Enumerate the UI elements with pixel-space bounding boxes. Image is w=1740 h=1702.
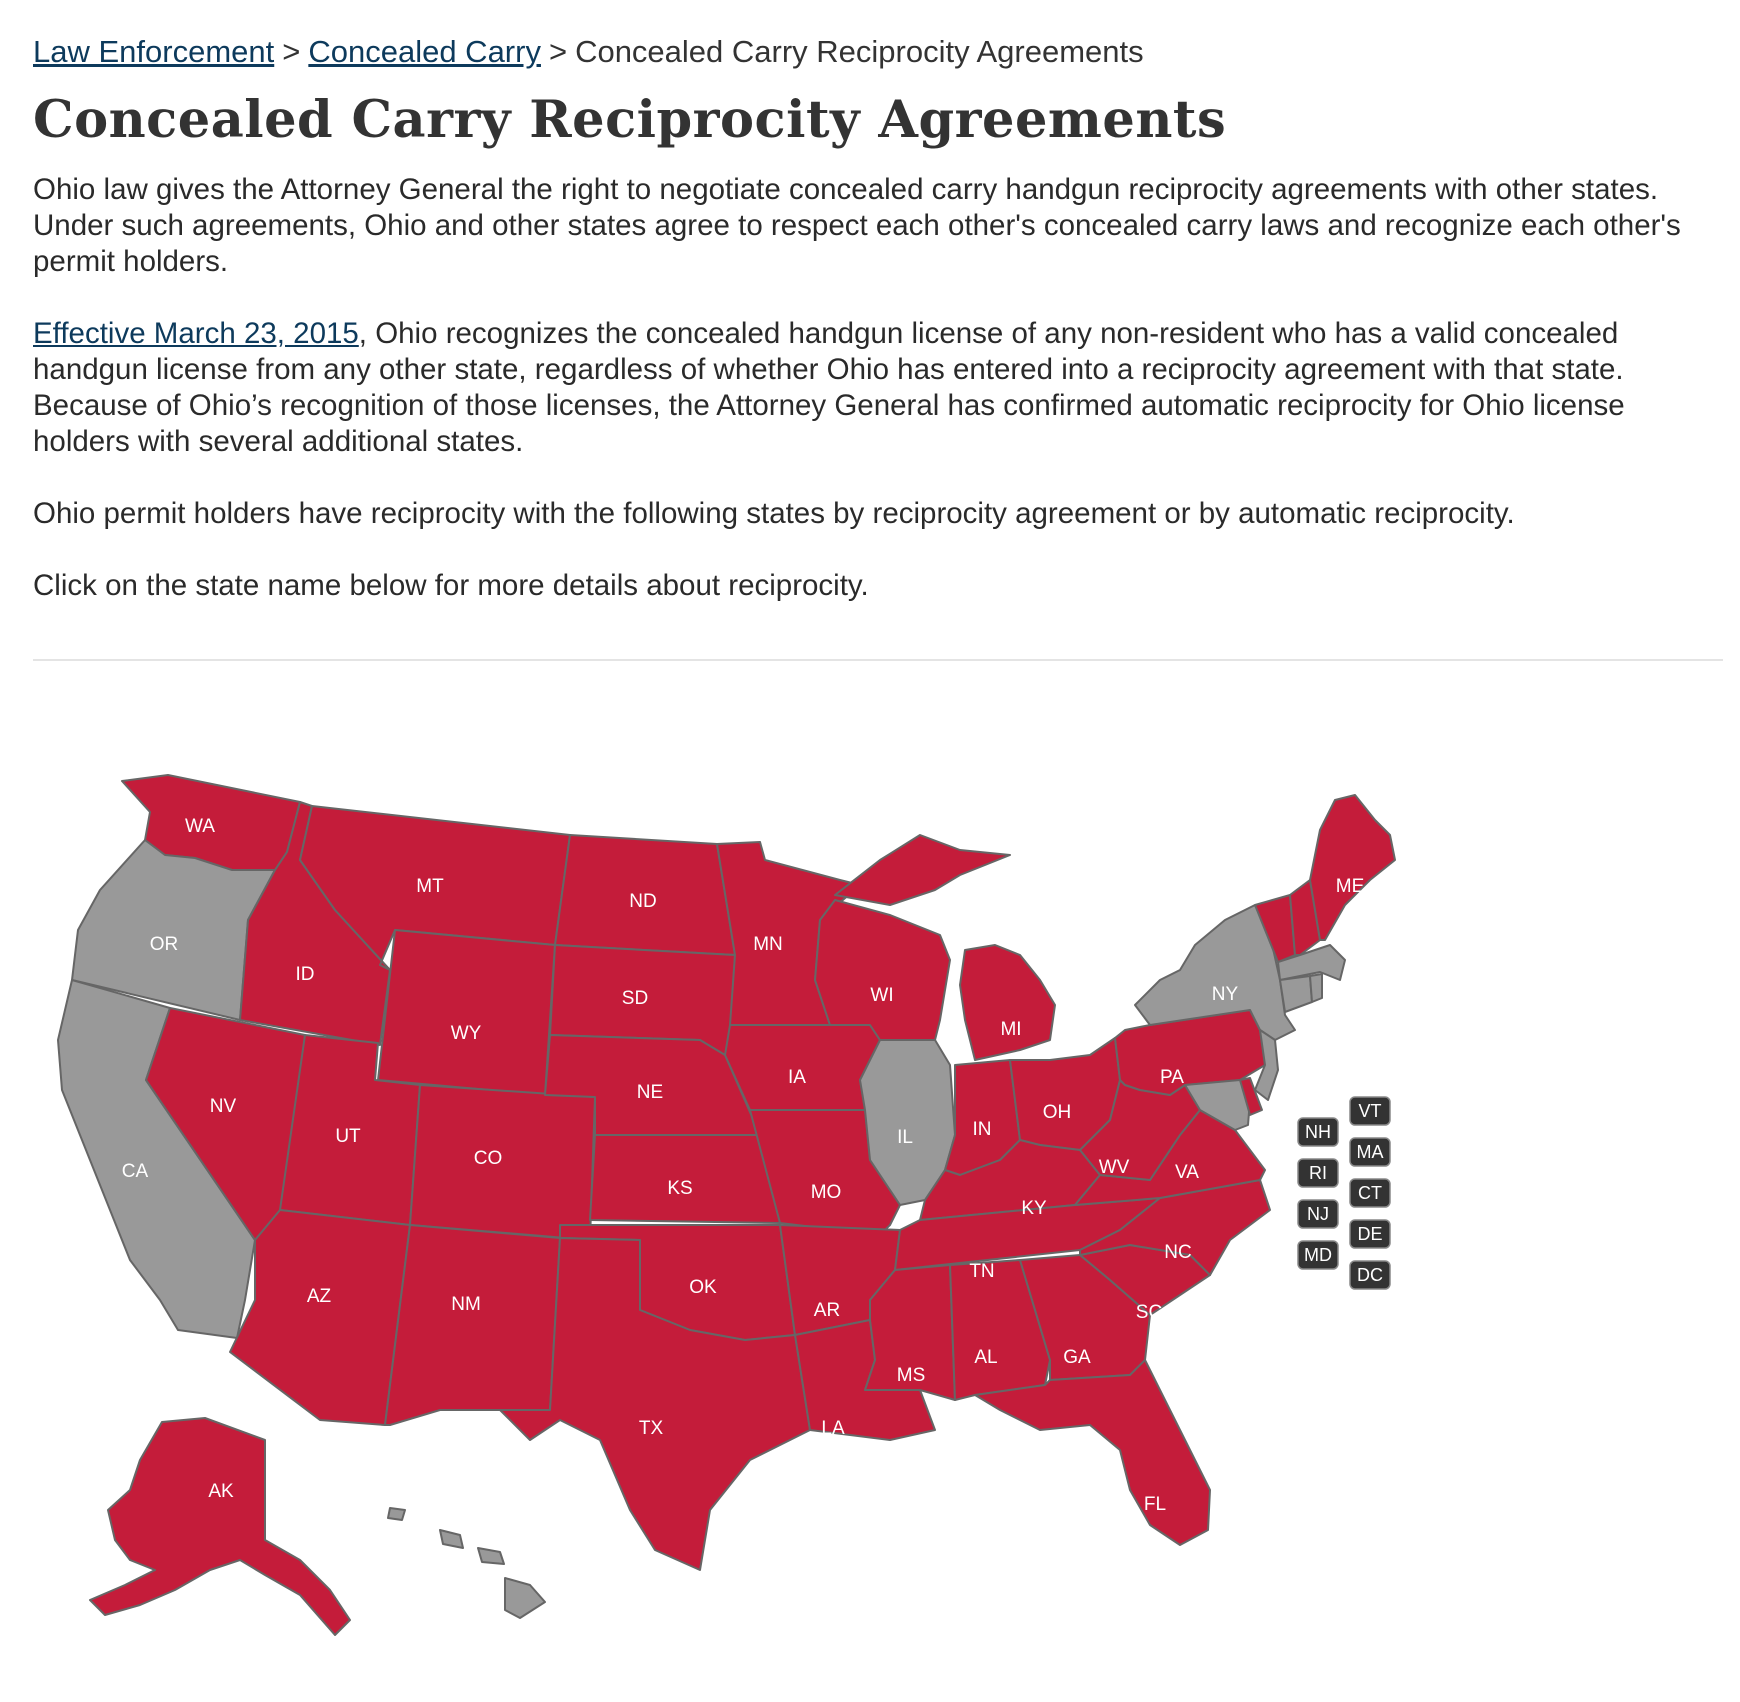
state-label-ak: AK bbox=[208, 1481, 234, 1503]
state-nm[interactable] bbox=[385, 1225, 560, 1425]
breadcrumb-separator: > bbox=[548, 34, 568, 69]
state-badge-nh[interactable] bbox=[1298, 1118, 1338, 1146]
state-label-mo: MO bbox=[810, 1182, 842, 1204]
state-badge-md[interactable] bbox=[1298, 1241, 1338, 1269]
state-ct[interactable] bbox=[1280, 976, 1312, 1012]
state-label-pa: PA bbox=[1160, 1067, 1184, 1089]
state-label-ks: KS bbox=[667, 1178, 693, 1200]
section-divider bbox=[33, 659, 1723, 661]
state-label-wi: WI bbox=[870, 985, 894, 1007]
breadcrumb bbox=[33, 28, 1723, 76]
breadcrumb-separator: > bbox=[282, 34, 301, 69]
breadcrumb-concealed-carry-link[interactable]: Concealed Carry bbox=[308, 34, 541, 69]
state-badge-ma[interactable] bbox=[1350, 1138, 1390, 1166]
state-label-sc: SC bbox=[1135, 1302, 1163, 1324]
state-label-il: IL bbox=[897, 1127, 913, 1149]
state-label-al: AL bbox=[974, 1347, 998, 1369]
state-badge-nj[interactable] bbox=[1298, 1200, 1338, 1228]
state-badge-label-de: DE bbox=[1357, 1223, 1383, 1244]
state-label-nc: NC bbox=[1164, 1242, 1192, 1264]
state-label-mt: MT bbox=[416, 876, 444, 898]
state-label-tn: TN bbox=[969, 1261, 995, 1283]
state-label-id: ID bbox=[295, 964, 315, 986]
state-badge-label-ma: MA bbox=[1356, 1141, 1384, 1162]
state-hi[interactable] bbox=[388, 1508, 545, 1618]
state-label-ia: IA bbox=[788, 1067, 806, 1089]
state-nd[interactable] bbox=[555, 835, 735, 955]
state-label-la: LA bbox=[821, 1418, 845, 1440]
state-badge-label-dc: DC bbox=[1357, 1264, 1383, 1285]
state-label-nd: ND bbox=[629, 891, 657, 913]
state-badge-de[interactable] bbox=[1350, 1220, 1390, 1248]
state-me[interactable] bbox=[1310, 795, 1395, 940]
state-label-ar: AR bbox=[813, 1300, 841, 1322]
state-badge-label-ct: CT bbox=[1358, 1182, 1382, 1203]
state-label-me: ME bbox=[1335, 876, 1365, 898]
state-label-az: AZ bbox=[306, 1286, 332, 1308]
state-label-ne: NE bbox=[636, 1082, 664, 1104]
state-az[interactable] bbox=[230, 1210, 410, 1425]
state-label-tx: TX bbox=[638, 1418, 664, 1440]
state-label-or: OR bbox=[149, 934, 179, 956]
breadcrumb-current: Concealed Carry Reciprocity Agreements bbox=[575, 34, 1144, 69]
state-badge-vt[interactable] bbox=[1350, 1097, 1390, 1125]
reciprocity-map bbox=[0, 740, 1740, 1702]
breadcrumb-law-enforcement-link[interactable]: Law Enforcement bbox=[33, 34, 275, 69]
state-ri[interactable] bbox=[1310, 974, 1322, 1002]
state-label-co: CO bbox=[473, 1148, 503, 1170]
state-badge-label-nh: NH bbox=[1305, 1121, 1331, 1142]
state-label-mn: MN bbox=[753, 934, 783, 956]
intro-paragraph-2-text: , Ohio recognizes the concealed handgun license of any non-resident who has a valid concealed handgun license from any other state, regardless of whether Ohio has entered into a reciprocity agreement with that state. Because of Ohio’s recognition of those licenses, the Attorney General has confirmed automatic reciprocity for Ohio license holders with several additional states. bbox=[33, 317, 1625, 458]
state-badge-label-ri: RI bbox=[1309, 1162, 1327, 1183]
state-badge-dc[interactable] bbox=[1350, 1261, 1390, 1289]
state-label-va: VA bbox=[1175, 1162, 1199, 1184]
state-badge-label-vt: VT bbox=[1358, 1100, 1382, 1121]
state-label-ms: MS bbox=[896, 1365, 926, 1387]
intro-paragraph-3: Ohio permit holders have reciprocity with the following states by reciprocity agreement or by automatic reciprocity. bbox=[33, 497, 1515, 530]
state-wi[interactable] bbox=[815, 900, 950, 1040]
state-label-ca: CA bbox=[121, 1161, 149, 1183]
state-ia[interactable] bbox=[725, 1025, 880, 1110]
state-label-wv: WV bbox=[1098, 1157, 1130, 1179]
effective-date-link[interactable]: Effective March 23, 2015 bbox=[33, 317, 359, 350]
state-label-wa: WA bbox=[185, 816, 215, 838]
state-wy[interactable] bbox=[378, 930, 555, 1095]
state-label-wy: WY bbox=[450, 1023, 482, 1045]
page-title: Concealed Carry Reciprocity Agreements bbox=[33, 90, 1227, 150]
intro-paragraph-4: Click on the state name below for more details about reciprocity. bbox=[33, 569, 869, 602]
state-label-oh: OH bbox=[1042, 1102, 1072, 1124]
intro-paragraph-1: Ohio law gives the Attorney General the right to negotiate concealed carry handgun reciprocity agreements with other states. Under such agreements, Ohio and other states agree to respect each other's concealed carry laws and recognize each other's permit holders. bbox=[33, 173, 1681, 278]
state-co[interactable] bbox=[410, 1085, 595, 1240]
state-badge-label-md: MD bbox=[1304, 1244, 1332, 1265]
state-label-ny: NY bbox=[1211, 984, 1239, 1006]
state-badge-ct[interactable] bbox=[1350, 1179, 1390, 1207]
state-label-mi: MI bbox=[1000, 1019, 1022, 1041]
state-label-ut: UT bbox=[335, 1126, 361, 1148]
state-label-nm: NM bbox=[451, 1294, 481, 1316]
state-label-ky: KY bbox=[1021, 1198, 1047, 1220]
state-ak[interactable] bbox=[90, 1418, 350, 1635]
state-label-sd: SD bbox=[621, 988, 649, 1010]
state-label-in: IN bbox=[972, 1119, 992, 1141]
state-badge-label-nj: NJ bbox=[1307, 1203, 1329, 1224]
state-label-ok: OK bbox=[689, 1277, 717, 1299]
intro-paragraph-2 bbox=[33, 316, 1723, 460]
page-content bbox=[33, 28, 1723, 640]
state-badge-ri[interactable] bbox=[1298, 1159, 1338, 1187]
state-label-nv: NV bbox=[209, 1096, 237, 1118]
state-ks[interactable] bbox=[590, 1135, 780, 1223]
state-label-ga: GA bbox=[1063, 1347, 1091, 1369]
state-label-fl: FL bbox=[1143, 1494, 1167, 1516]
